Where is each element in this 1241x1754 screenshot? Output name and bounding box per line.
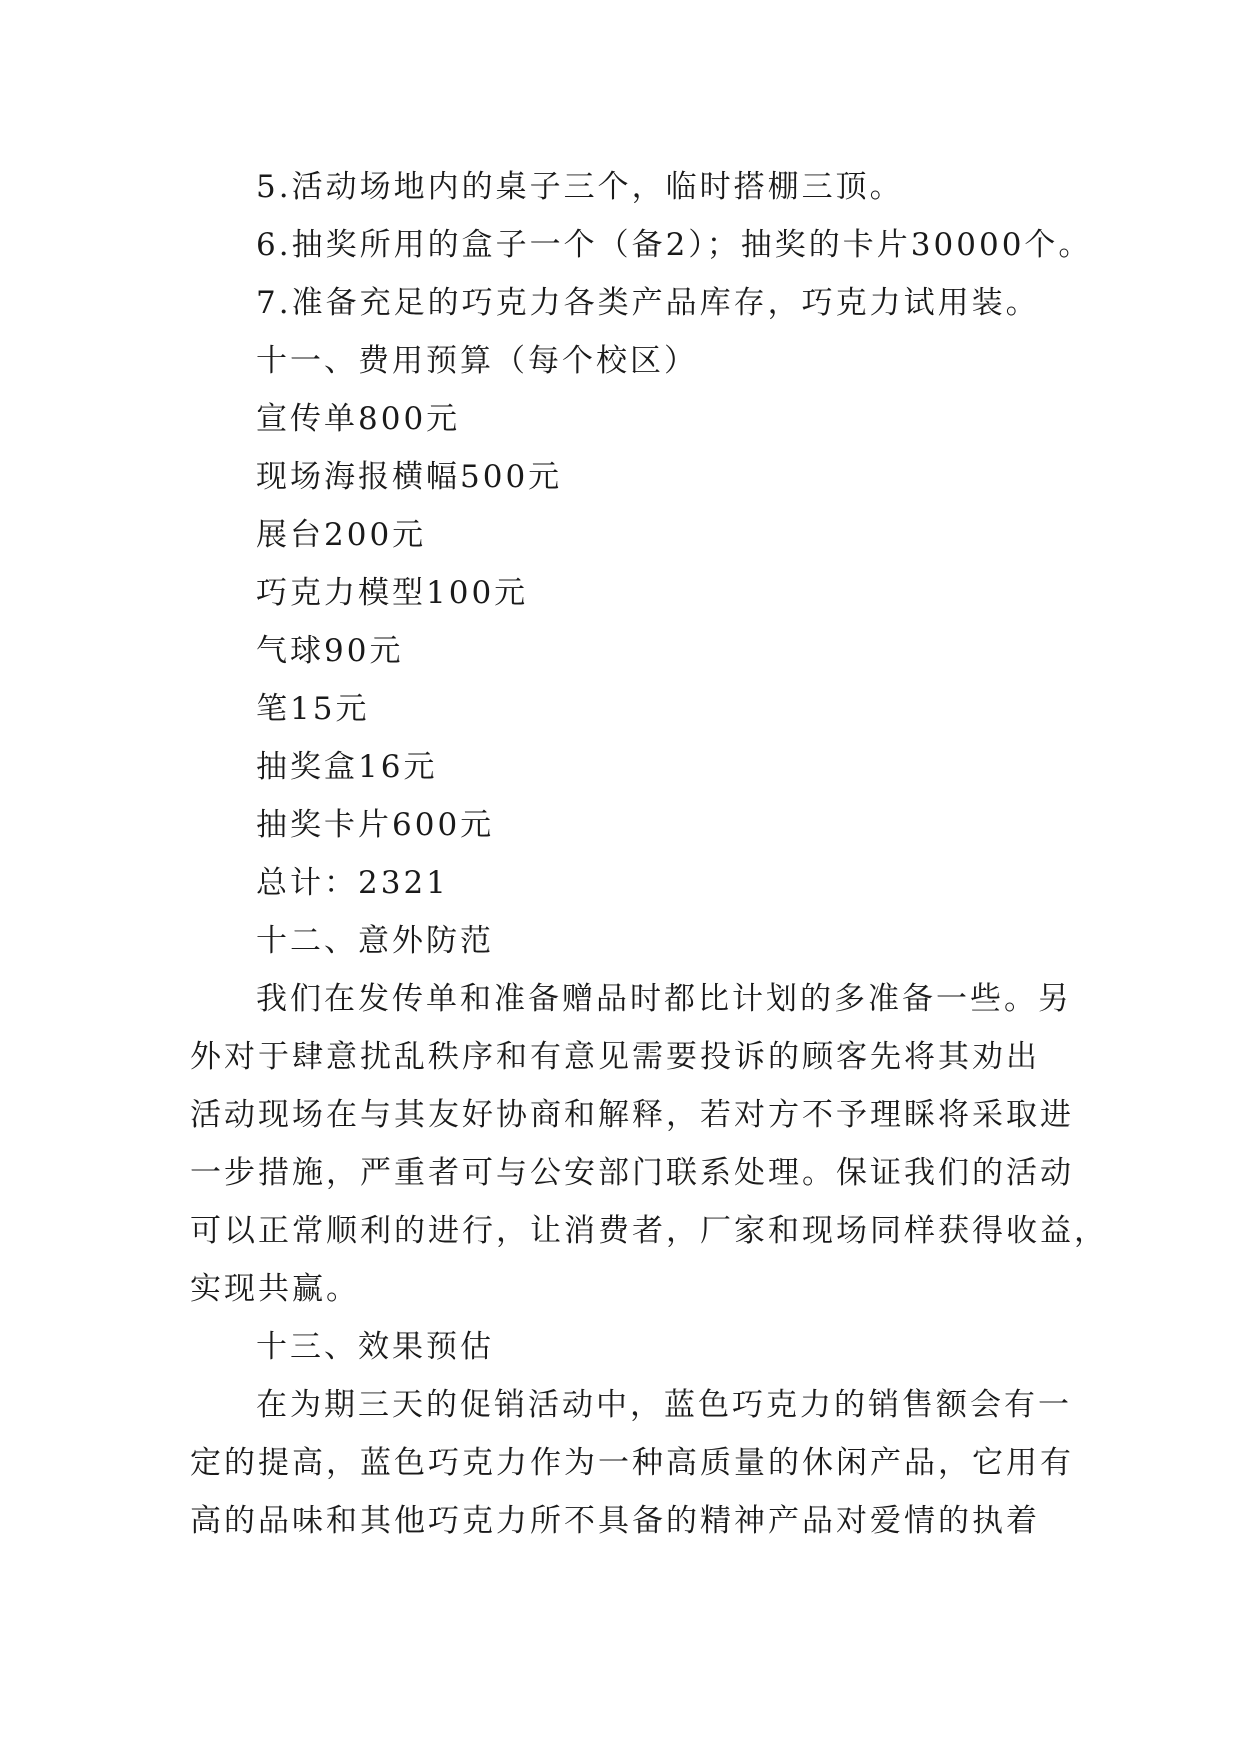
paragraph-line: 定的提高，蓝色巧克力作为一种高质量的休闲产品，它用有 [190,1445,1074,1481]
section-heading-contingency: 十二、意外防范 [256,923,494,959]
budget-item-balloons: 气球90元 [256,633,404,669]
paragraph-line: 可以正常顺利的进行，让消费者，厂家和现场同样获得收益， [190,1213,1108,1249]
paragraph-line: 我们在发传单和准备赠品时都比计划的多准备一些。另 [256,981,1072,1017]
paragraph-line: 高的品味和其他巧克力所不具备的精神产品对爱情的执着 [190,1503,1040,1539]
budget-item-lottery-box: 抽奖盒16元 [256,749,438,785]
paragraph-line: 一步措施，严重者可与公安部门联系处理。保证我们的活动 [190,1155,1074,1191]
budget-item-banners: 现场海报横幅500元 [256,459,563,495]
budget-total: 总计：2321 [256,865,449,901]
section-heading-budget: 十一、费用预算（每个校区） [256,343,698,379]
list-item-tables-tents: 5.活动场地内的桌子三个，临时搭棚三顶。 [256,169,904,205]
budget-item-lottery-cards: 抽奖卡片600元 [256,807,495,843]
budget-item-chocolate-model: 巧克力模型100元 [256,575,529,611]
paragraph-line: 外对于肆意扰乱秩序和有意见需要投诉的顾客先将其劝出 [190,1039,1040,1075]
budget-item-flyers: 宣传单800元 [256,401,461,437]
budget-item-booth: 展台200元 [256,517,427,553]
paragraph-line: 在为期三天的促销活动中，蓝色巧克力的销售额会有一 [256,1387,1072,1423]
list-item-lottery-box: 6.抽奖所用的盒子一个（备2）；抽奖的卡片30000个。 [256,227,1093,263]
paragraph-line: 活动现场在与其友好协商和解释，若对方不予理睬将采取进 [190,1097,1074,1133]
section-heading-effect: 十三、效果预估 [256,1329,494,1365]
document-body [190,158,1108,1550]
list-item-chocolate-stock: 7.准备充足的巧克力各类产品库存，巧克力试用装。 [256,285,1040,321]
budget-item-pens: 笔15元 [256,691,370,727]
paragraph-line: 实现共赢。 [190,1271,360,1307]
